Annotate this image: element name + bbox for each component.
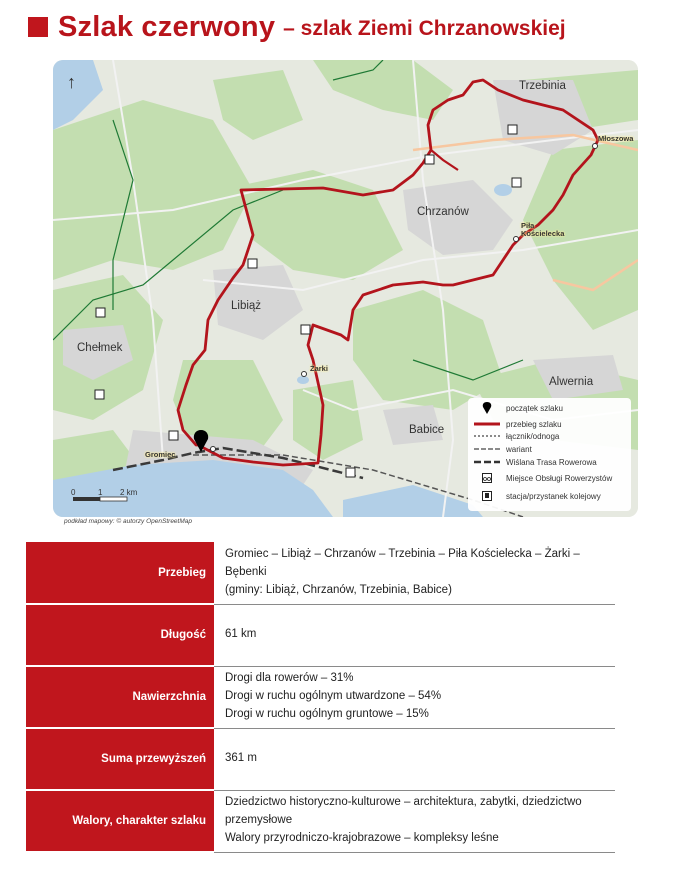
row-value-przebieg	[214, 542, 615, 604]
value-line: Dziedzictwo historyczno-kulturowe – architektura, zabytki, dziedzictwo	[225, 796, 582, 809]
row-label-walory: Walory, charakter szlaku	[26, 790, 214, 852]
legend-item-station	[474, 490, 601, 502]
table-row	[26, 790, 615, 852]
legend-label: wariant	[506, 444, 532, 454]
bike-service-icon	[474, 472, 500, 484]
label-libiaz: Libiąż	[231, 300, 262, 312]
legend-item-route	[474, 418, 562, 430]
table-row	[26, 542, 615, 604]
page-title: Szlak czerwony	[58, 10, 276, 43]
label-trzebinia: Trzebinia	[519, 80, 566, 92]
wtr-line-icon	[474, 456, 500, 468]
value-line: Gromiec – Libiąż – Chrzanów – Trzebinia – Piła Kościelecka – Żarki –	[225, 548, 580, 561]
legend-item-connector	[474, 430, 559, 442]
value-line: Drogi w ruchu ogólnym gruntowe – 15%	[225, 707, 429, 720]
label-babice: Babice	[409, 424, 445, 436]
label-zarki: Żarki	[310, 364, 328, 373]
row-value-walory	[214, 790, 615, 852]
legend-label: stacja/przystanek kolejowy	[506, 491, 601, 501]
start-marker-icon	[474, 402, 500, 414]
north-arrow-icon: ↑	[67, 72, 76, 92]
variant-line-icon	[474, 443, 500, 455]
row-label-przebieg: Przebieg	[26, 542, 214, 604]
legend-item-wtr	[474, 456, 597, 468]
table-row	[26, 728, 615, 790]
table-row	[26, 604, 615, 666]
value-line: (gminy: Libiąż, Chrzanów, Trzebinia, Babice)	[225, 583, 452, 596]
value-line: Bębenki	[225, 565, 267, 578]
legend-label: łącznik/odnoga	[506, 431, 560, 441]
label-alwernia: Alwernia	[549, 376, 594, 388]
scale-label-2: 2 km	[120, 488, 138, 497]
scale-label-1: 1	[98, 488, 103, 497]
scale-label-0: 0	[71, 488, 76, 497]
map-credit: podkład mapowy: © autorzy OpenStreetMap	[64, 518, 192, 525]
legend-item-mor	[474, 472, 612, 484]
page-subtitle: – szlak Ziemi Chrzanowskiej	[283, 17, 566, 40]
legend-label: przebieg szlaku	[506, 419, 562, 429]
route-line-icon	[474, 418, 500, 430]
value-line: 61 km	[225, 628, 257, 641]
label-chrzanow: Chrzanów	[417, 206, 469, 218]
row-value-nawierzchnia	[214, 666, 615, 728]
legend-label: początek szlaku	[506, 403, 563, 413]
connector-line-icon	[474, 430, 500, 442]
scale-bar	[73, 497, 127, 501]
row-label-dlugosc: Długość	[26, 604, 214, 666]
value-line: Walory przyrodniczo-krajobrazowe – kompleksy leśne	[225, 831, 499, 844]
row-label-nawierzchnia: Nawierzchnia	[26, 666, 214, 728]
row-value-dlugosc	[214, 604, 615, 666]
page-header	[28, 10, 566, 44]
value-line: Drogi w ruchu ogólnym utwardzone – 54%	[225, 690, 442, 703]
value-line: przemysłowe	[225, 814, 293, 827]
legend-label: Miejsce Obsługi Rowerzystów	[506, 473, 613, 483]
row-label-przewyzszenia: Suma przewyższeń	[26, 728, 214, 790]
label-pila-koscielecka: Piła Kościelecka	[521, 221, 565, 239]
table-row	[26, 666, 615, 728]
map-legend	[468, 398, 631, 511]
route-info-table	[26, 542, 615, 853]
row-value-przewyzszenia	[214, 728, 615, 790]
legend-item-variant	[474, 443, 532, 455]
value-line: 361 m	[225, 752, 257, 765]
legend-item-start	[474, 402, 563, 414]
title-marker	[28, 17, 48, 37]
legend-label: Wiślana Trasa Rowerowa	[506, 457, 597, 467]
label-gromiec: Gromiec	[145, 450, 176, 459]
route-map[interactable]	[53, 60, 638, 517]
label-mloszowa: Młoszowa	[598, 134, 634, 143]
value-line: Drogi dla rowerów – 31%	[225, 672, 354, 685]
label-chelmek: Chełmek	[77, 342, 123, 354]
train-station-icon	[474, 490, 500, 502]
